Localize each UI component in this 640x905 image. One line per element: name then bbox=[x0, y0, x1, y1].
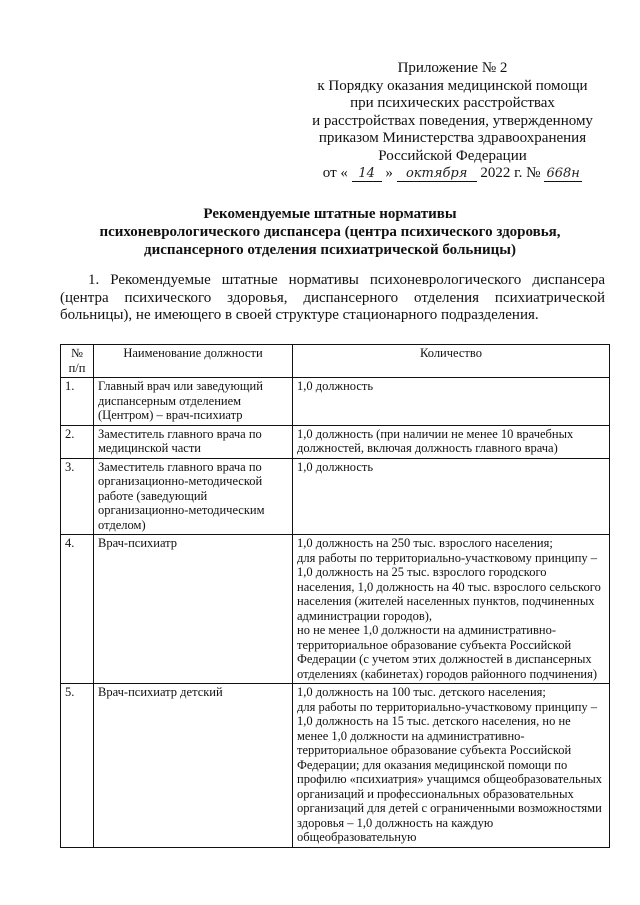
document-title bbox=[60, 205, 600, 259]
row-position: Врач-психиатр детский bbox=[94, 684, 293, 848]
table-row bbox=[61, 684, 610, 848]
row-number: 3. bbox=[61, 458, 94, 535]
date-mid: » bbox=[385, 165, 393, 181]
row-number: 2. bbox=[61, 425, 94, 458]
appendix-line: при психических расстройствах bbox=[350, 95, 555, 111]
title-line: Рекомендуемые штатные нормативы bbox=[203, 206, 457, 222]
date-prefix: от « bbox=[322, 165, 348, 181]
table-header-row bbox=[61, 345, 610, 378]
row-quantity: 1,0 должность bbox=[293, 378, 610, 426]
table-row bbox=[61, 425, 610, 458]
row-number: 4. bbox=[61, 535, 94, 684]
appendix-header bbox=[300, 60, 605, 183]
title-line: диспансерного отделения психиатрической больницы) bbox=[144, 242, 516, 258]
appendix-line: Приложение № 2 bbox=[397, 60, 508, 76]
row-quantity: 1,0 должность на 250 тыс. взрослого населения; для работы по территориально-участковому принципу – 1,0 должность на 25 тыс. взрослого городского населения, 1,0 должность на 40 тыс. взрослого сельского населения (жителей населенных пунктов, подчиненных администрации городов), но не менее 1,0 должности на административно-территориальное образование субъекта Российской Федерации (с учетом этих должностей в диспансерных отделениях (кабинетах) городов районного подчинения) bbox=[293, 535, 610, 684]
table-row bbox=[61, 378, 610, 426]
row-quantity: 1,0 должность bbox=[293, 458, 610, 535]
appendix-line: Российской Федерации bbox=[378, 147, 527, 164]
handwritten-day: 14 bbox=[352, 167, 382, 182]
row-position: Заместитель главного врача по организационно-методической работе (заведующий организационно-методическим отделом) bbox=[94, 458, 293, 535]
row-quantity: 1,0 должность на 100 тыс. детского населения; для работы по территориально-участковому принципу – 1,0 должность на 15 тыс. детского населения, но не менее 1,0 должности на административно-территориальное образование субъекта Российской Федерации; для оказания медицинской помощи по профилю «психиатрия» учащимся общеобразовательных организаций и профессиональных образовательных организаций для детей с ограниченными возможностями здоровья – 1,0 должность на каждую общеобразовательную bbox=[293, 684, 610, 848]
header-quantity: Количество bbox=[293, 345, 610, 378]
year-text: 2022 г. № bbox=[480, 165, 541, 181]
appendix-line: к Порядку оказания медицинской помощи bbox=[317, 77, 588, 94]
table-row bbox=[61, 458, 610, 535]
row-quantity: 1,0 должность (при наличии не менее 10 врачебных должностей, включая должность главного врача) bbox=[293, 425, 610, 458]
row-number: 1. bbox=[61, 378, 94, 426]
appendix-line: и расстройствах поведения, утвержденному bbox=[312, 112, 593, 129]
title-line: психоневрологического диспансера (центра психического здоровья, bbox=[99, 224, 561, 240]
handwritten-order-number: 668н bbox=[544, 167, 582, 182]
intro-paragraph: 1. Рекомендуемые штатные нормативы психоневрологического диспансера (центра психического здоровья, диспансерного отделения психиатрической больницы), не имеющего в своей структуре стационарного подразделения. bbox=[60, 272, 605, 323]
row-position: Врач-психиатр bbox=[94, 535, 293, 684]
row-position: Главный врач или заведующий диспансерным отделением (Центром) – врач-психиатр bbox=[94, 378, 293, 426]
row-number: 5. bbox=[61, 684, 94, 848]
row-position: Заместитель главного врача по медицинской части bbox=[94, 425, 293, 458]
table-row bbox=[61, 535, 610, 684]
header-number: № п/п bbox=[61, 345, 94, 378]
staffing-table bbox=[60, 344, 610, 848]
appendix-line: приказом Министерства здравоохранения bbox=[318, 130, 587, 146]
order-date-line bbox=[300, 165, 605, 183]
header-position: Наименование должности bbox=[94, 345, 293, 378]
handwritten-month: октября bbox=[397, 167, 477, 182]
